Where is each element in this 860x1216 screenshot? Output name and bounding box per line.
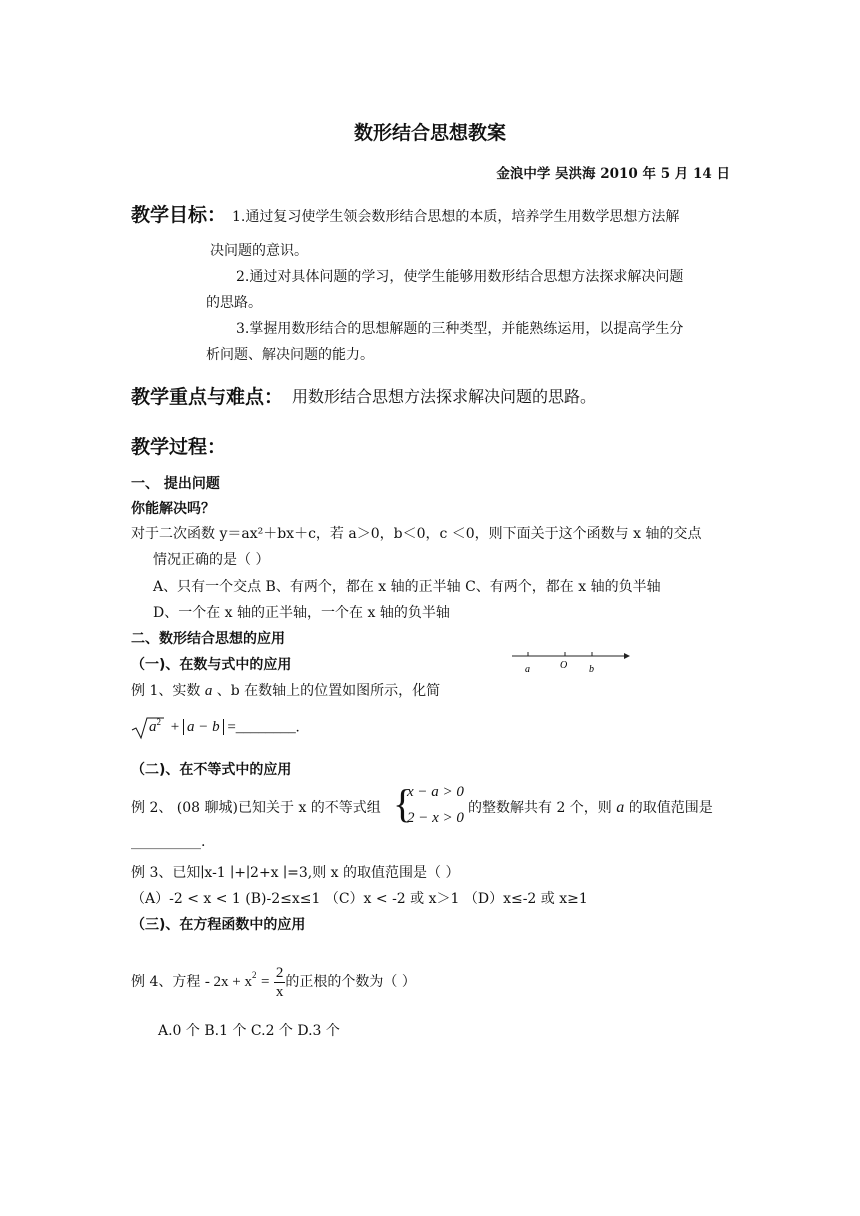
goals-heading: 教学目标：: [131, 204, 227, 226]
number-line-label-o: O: [560, 660, 568, 671]
example-2-suffix: 的整数解共有 2 个，则 a 的取值范围是: [468, 799, 713, 816]
number-line-label-a: a: [525, 664, 530, 675]
goal-1-line-2: 决问题的意识。: [210, 243, 308, 259]
question-options-line-2: D、一个在 x 轴的正半轴，一个在 x 轴的负半轴: [153, 605, 450, 621]
author-line: 金浪中学 吴洪海 2010 年 5 月 14 日: [496, 166, 730, 182]
example-3-options: （A）-2 < x < 1 (B)-2≤x≤1 （C）x < -2 或 x＞1 （D）x≤-2 或 x≥1: [131, 891, 588, 907]
process-heading: 教学过程：: [131, 436, 227, 458]
goal-3-line-1: 3.掌握用数形结合的思想解题的三种类型，并能熟练运用，以提高学生分: [236, 321, 684, 337]
number-line-figure: [508, 646, 632, 676]
key-points-heading: 教学重点与难点：: [131, 386, 284, 408]
question-line-1: 对于二次函数 y＝ax²＋bx＋c，若 a＞0，b＜0，c ＜0，则下面关于这个函数与 x 轴的交点: [131, 526, 702, 542]
goal-1-line-1: 1.通过复习使学生领会数形结合思想的本质，培养学生用数学思想方法解: [232, 209, 680, 225]
inequality-1: x − a > 0: [407, 784, 464, 800]
fraction: $\frac{2}{x}$: [275, 964, 284, 1000]
example-4-text: 例 4、方程 - $2x + x^2$ = $\frac{2}{x}$ 的正根的个数为（ ）: [131, 964, 416, 1000]
brace-icon: {: [393, 781, 413, 826]
example-2-blank: __________.: [131, 834, 206, 850]
subsection-1-heading: （一)、在数与式中的应用: [131, 657, 292, 673]
subsection-3-heading: （三)、在方程函数中的应用: [131, 917, 306, 933]
question-line-2: 情况正确的是（ ）: [153, 552, 270, 568]
goal-2-line-1: 2.通过对具体问题的学习，使学生能够用数形结合思想方法探求解决问题: [236, 269, 684, 285]
example-1-text: 例 1、实数 a 、b 在数轴上的位置如图所示，化简: [131, 683, 441, 699]
number-line-arrow: [624, 653, 630, 659]
example-3-text: 例 3、已知∣x-1 ∣+∣2+x ∣=3,则 x 的取值范围是（ ）: [131, 865, 460, 881]
section-1-subheading: 你能解决吗？: [131, 501, 215, 517]
example-1-expression: $a^2 + a - b$ =________.: [131, 716, 300, 740]
example-4-options: A.0 个 B.1 个 C.2 个 D.3 个: [158, 1023, 340, 1039]
question-options-line-1: A、只有一个交点 B、有两个，都在 x 轴的正半轴 C、有两个，都在 x 轴的负半轴: [153, 579, 661, 595]
subsection-2-heading: （二)、在不等式中的应用: [131, 762, 292, 778]
example-2-prefix: 例 2、 (08 聊城)已知关于 x 的不等式组: [131, 800, 381, 816]
section-2-heading: 二、数形结合思想的应用: [131, 631, 285, 647]
goal-2-line-2: 的思路。: [206, 295, 262, 311]
section-1-heading: 一、 提出问题: [131, 476, 220, 492]
key-points-text: 用数形结合思想方法探求解决问题的思路。: [292, 387, 597, 406]
inequality-2: 2 − x > 0: [407, 810, 464, 826]
document-title: 数形结合思想教案: [353, 122, 506, 144]
goal-3-line-2: 析问题、解决问题的能力。: [206, 347, 374, 363]
number-line-label-b: b: [589, 664, 594, 675]
